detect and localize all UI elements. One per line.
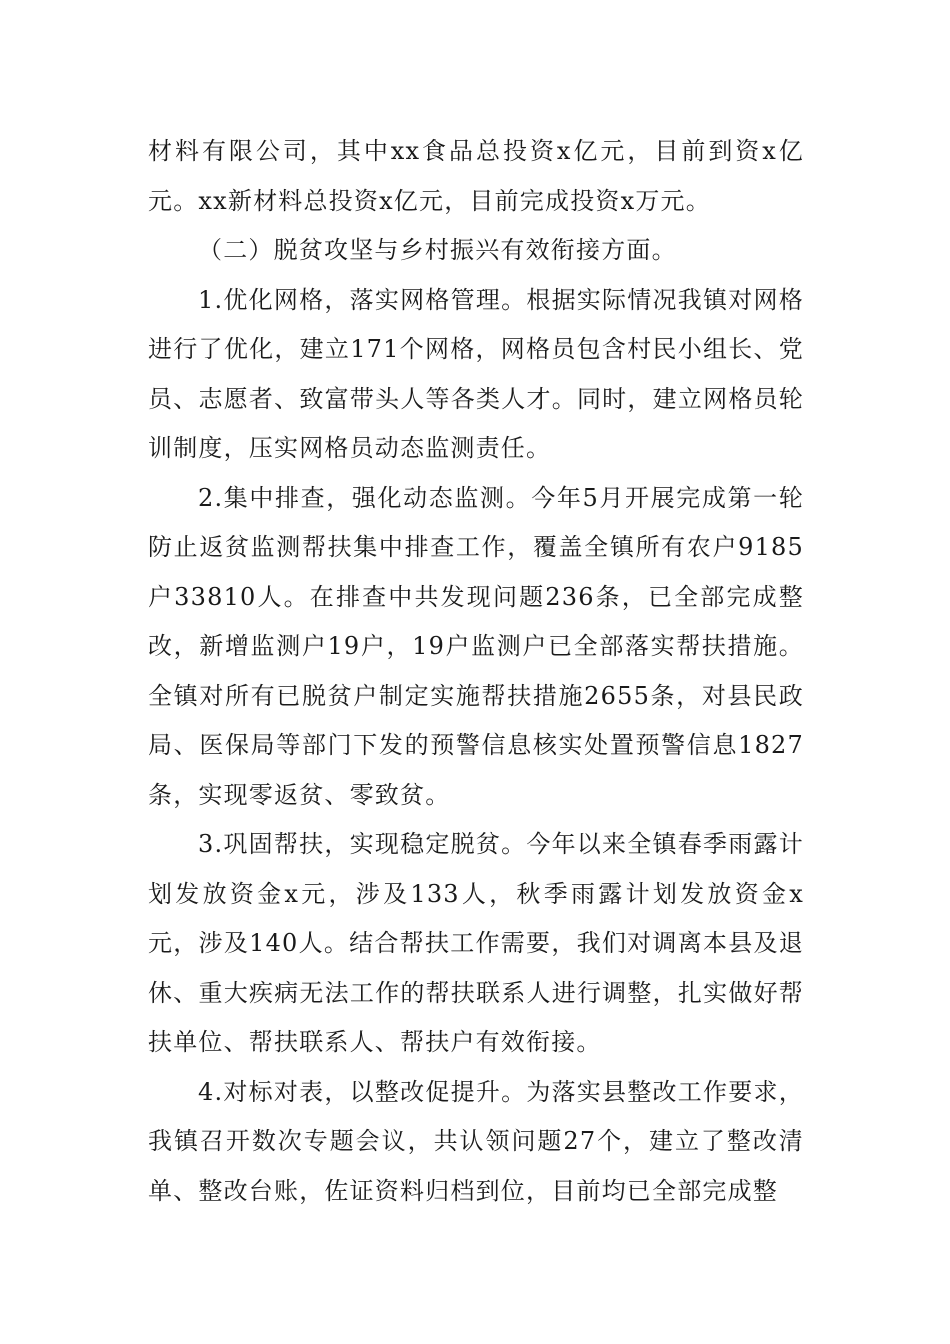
paragraph-item-4: 4.对标对表，以整改促提升。为落实县整改工作要求，我镇召开数次专题会议，共认领问题27个，建立了整改清单、整改台账，佐证资料归档到位，目前均已全部完成整 <box>148 1077 804 1205</box>
paragraph-item-1: 1.优化网格，落实网格管理。根据实际情况我镇对网格进行了优化，建立171个网格，网格员包含村民小组长、党员、志愿者、致富带头人等各类人才。同时，建立网格员轮训制度，压实网格员动态监测责任。 <box>148 285 804 462</box>
document-body <box>148 127 804 1216</box>
section-heading: （二）脱贫攻坚与乡村振兴有效衔接方面。 <box>198 236 677 264</box>
paragraph-item-3: 3.巩固帮扶，实现稳定脱贫。今年以来全镇春季雨露计划发放资金x元，涉及133人，秋季雨露计划发放资金x元，涉及140人。结合帮扶工作需要，我们对调离本县及退休、重大疾病无法工作的帮扶联系人进行调整，扎实做好帮扶单位、帮扶联系人、帮扶户有效衔接。 <box>148 830 804 1056</box>
paragraph-item-2: 2.集中排查，强化动态监测。今年5月开展完成第一轮防止返贫监测帮扶集中排查工作，覆盖全镇所有农户9185户33810人。在排查中共发现问题236条，已全部完成整改，新增监测户19户，19户监测户已全部落实帮扶措施。全镇对所有已脱贫户制定实施帮扶措施2655条，对县民政局、医保局等部门下发的预警信息核实处置预警信息1827条，实现零返贫、零致贫。 <box>148 483 804 809</box>
paragraph-continuation: 材料有限公司，其中xx食品总投资x亿元，目前到资x亿元。xx新材料总投资x亿元，目前完成投资x万元。 <box>148 137 804 215</box>
